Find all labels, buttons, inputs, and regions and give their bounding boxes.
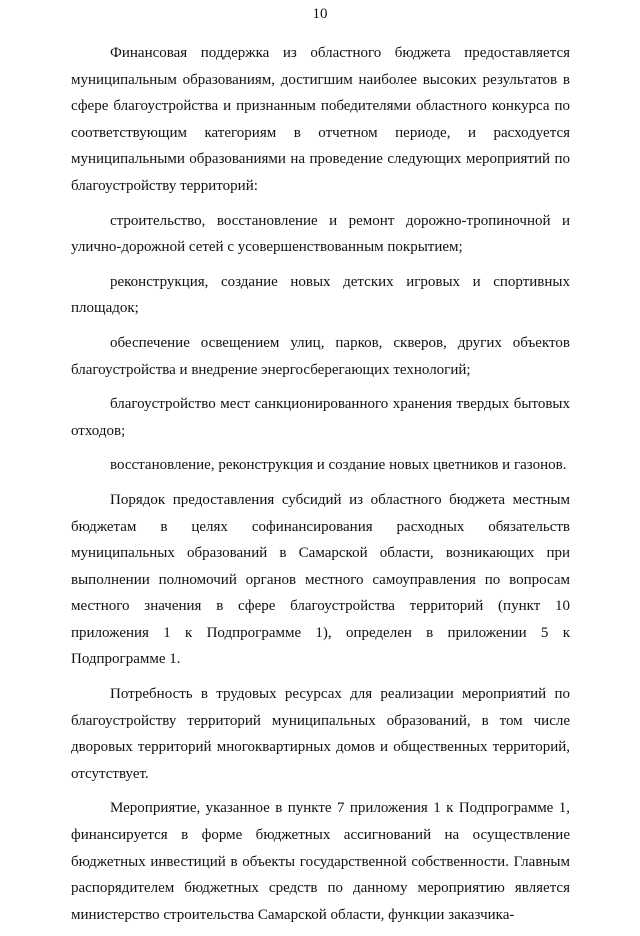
text-line: дворовых территорий многоквартирных домов и общественных территорий, [71, 739, 570, 756]
text-line: бюджетам в целях софинансирования расходных обязательств [71, 518, 570, 535]
text-line: сфере благоустройства и признанным победителями областного конкурса по [71, 98, 570, 115]
paragraph [71, 208, 570, 261]
paragraph [71, 330, 570, 383]
paragraph [71, 795, 570, 928]
paragraph [71, 452, 570, 479]
text-line: реконструкция, создание новых детских игровых и спортивных [110, 273, 570, 290]
paragraph [71, 391, 570, 444]
text-line: Подпрограмме 1. [71, 651, 181, 668]
text-line: строительство, восстановление и ремонт дорожно-тропиночной и [110, 212, 570, 229]
text-line: Финансовая поддержка из областного бюджета предоставляется [110, 45, 570, 61]
text-line: муниципальных образований в Самарской области, возникающих при [71, 545, 570, 562]
paragraph [71, 487, 570, 673]
text-line: площадок; [71, 300, 139, 317]
text-line: Мероприятие, указанное в пункте 7 приложения 1 к Подпрограмме 1, [110, 800, 570, 817]
text-line: обеспечение освещением улиц, парков, скверов, других объектов [110, 334, 570, 351]
text-line: восстановление, реконструкция и создание новых цветников и газонов. [110, 457, 567, 474]
text-line: отсутствует. [71, 765, 149, 782]
text-line: отходов; [71, 422, 126, 439]
document-body [71, 40, 570, 936]
paragraph [71, 40, 570, 200]
paragraph [71, 681, 570, 787]
text-line: Порядок предоставления субсидий из областного бюджета местным [110, 491, 570, 508]
text-line: улично-дорожной сетей с усовершенствованным покрытием; [71, 239, 463, 256]
text-line: благоустройству территорий: [71, 177, 258, 194]
page-number: 10 [312, 6, 328, 22]
text-line: министерство строительства Самарской области, функции заказчика- [71, 906, 515, 923]
text-line: местного значения в сфере благоустройства территорий (пункт 10 [71, 598, 570, 615]
text-line: выполнении полномочий органов местного самоуправления по вопросам [71, 571, 570, 588]
text-line: благоустройства и внедрение энергосберегающих технологий; [71, 361, 471, 378]
text-line: благоустройство мест санкционированного хранения твердых бытовых [110, 396, 570, 413]
text-line: Потребность в трудовых ресурсах для реализации мероприятий по [110, 686, 570, 703]
paragraph [71, 269, 570, 322]
text-line: приложения 1 к Подпрограмме 1), определен в приложении 5 к [71, 624, 570, 641]
text-line: муниципальным образованиям, достигшим наиболее высоких результатов в [71, 71, 570, 88]
text-line: бюджетных инвестиций в объекты государственной собственности. Главным [71, 853, 570, 870]
text-line: муниципальными образованиями на проведение следующих мероприятий по [71, 151, 570, 168]
text-line: распорядителем бюджетных средств по данному мероприятию является [71, 880, 570, 897]
text-line: соответствующим категориям в отчетном периоде, и расходуется [71, 124, 570, 141]
text-line: финансируется в форме бюджетных ассигнований на осуществление [71, 827, 570, 844]
text-line: благоустройству территорий муниципальных образований, в том числе [71, 712, 570, 729]
